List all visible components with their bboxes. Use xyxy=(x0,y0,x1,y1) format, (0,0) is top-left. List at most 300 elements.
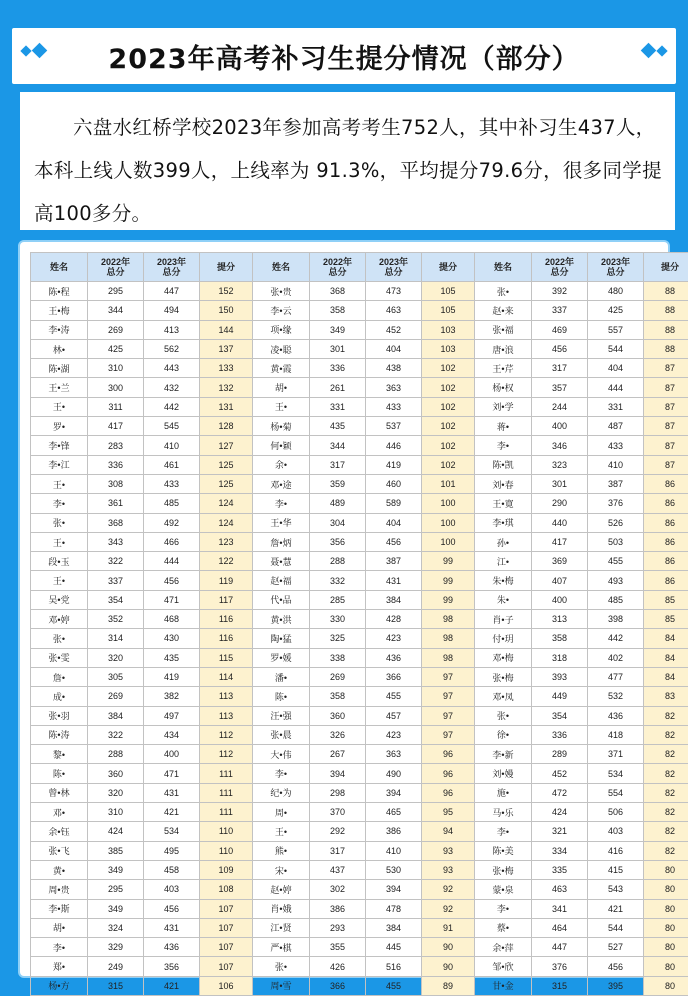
student-name: 杨•权 xyxy=(475,378,532,397)
student-name: 王• xyxy=(31,474,88,493)
score-gain: 102 xyxy=(422,455,475,474)
header-name: 姓名 xyxy=(253,253,310,282)
score-2023: 413 xyxy=(144,320,200,339)
student-name: 张•晨 xyxy=(253,725,310,744)
student-name: 张•雯 xyxy=(31,648,88,667)
student-name: 王• xyxy=(31,397,88,416)
score-2023: 403 xyxy=(144,880,200,899)
student-name: 聂•慧 xyxy=(253,552,310,571)
score-2023: 421 xyxy=(588,899,644,918)
score-2023: 532 xyxy=(588,687,644,706)
student-name: 王•华 xyxy=(253,513,310,532)
student-name: 纪•为 xyxy=(253,783,310,802)
student-name: 邓•婷 xyxy=(31,610,88,629)
student-name: 王• xyxy=(31,532,88,551)
student-name: 张•梅 xyxy=(475,667,532,686)
score-2023: 366 xyxy=(366,667,422,686)
student-name: 肖•子 xyxy=(475,610,532,629)
score-gain: 87 xyxy=(644,436,688,455)
score-2023: 423 xyxy=(366,725,422,744)
table-row xyxy=(31,378,688,397)
score-2022: 322 xyxy=(88,552,144,571)
score-2023: 466 xyxy=(144,532,200,551)
score-2022: 344 xyxy=(310,436,366,455)
score-gain: 89 xyxy=(422,976,475,995)
student-name: 李• xyxy=(31,494,88,513)
score-2023: 463 xyxy=(366,301,422,320)
student-name: 陶•猛 xyxy=(253,629,310,648)
table-row xyxy=(31,880,688,899)
score-2023: 404 xyxy=(366,513,422,532)
score-gain: 111 xyxy=(200,764,253,783)
student-name: 何•颖 xyxy=(253,436,310,455)
table-row xyxy=(31,282,688,301)
score-2023: 461 xyxy=(144,455,200,474)
score-2023: 562 xyxy=(144,339,200,358)
score-gain: 99 xyxy=(422,552,475,571)
score-gain: 102 xyxy=(422,436,475,455)
score-2022: 334 xyxy=(532,841,588,860)
score-gain: 88 xyxy=(644,339,688,358)
score-2023: 530 xyxy=(366,860,422,879)
score-gain: 82 xyxy=(644,803,688,822)
score-gain: 99 xyxy=(422,590,475,609)
student-name: 赵•来 xyxy=(475,301,532,320)
score-gain: 116 xyxy=(200,610,253,629)
score-2022: 463 xyxy=(532,880,588,899)
score-2023: 485 xyxy=(588,590,644,609)
score-gain: 97 xyxy=(422,687,475,706)
student-name: 黄•霞 xyxy=(253,359,310,378)
score-2022: 447 xyxy=(532,938,588,957)
score-gain: 112 xyxy=(200,745,253,764)
table-row xyxy=(31,494,688,513)
score-gain: 85 xyxy=(644,610,688,629)
score-gain: 102 xyxy=(422,417,475,436)
score-2023: 544 xyxy=(588,339,644,358)
score-2023: 356 xyxy=(144,957,200,976)
table-row xyxy=(31,725,688,744)
header-y2023: 2023年 总分 xyxy=(144,253,200,282)
student-name: 张• xyxy=(475,706,532,725)
student-name: 李• xyxy=(475,436,532,455)
student-name: 张•羽 xyxy=(31,706,88,725)
score-2022: 424 xyxy=(88,822,144,841)
table-row xyxy=(31,590,688,609)
student-name: 李• xyxy=(475,822,532,841)
score-gain: 86 xyxy=(644,513,688,532)
student-name: 成• xyxy=(31,687,88,706)
score-2022: 318 xyxy=(532,648,588,667)
score-gain: 86 xyxy=(644,552,688,571)
student-name: 蒋• xyxy=(475,417,532,436)
score-2022: 469 xyxy=(532,320,588,339)
student-name: 蒙•泉 xyxy=(475,880,532,899)
score-gain: 105 xyxy=(422,282,475,301)
student-name: 孙• xyxy=(475,532,532,551)
student-name: 付•玥 xyxy=(475,629,532,648)
student-name: 李•涛 xyxy=(31,320,88,339)
score-2022: 295 xyxy=(88,880,144,899)
score-gain: 93 xyxy=(422,860,475,879)
score-2022: 329 xyxy=(88,938,144,957)
student-name: 余• xyxy=(253,455,310,474)
table-row xyxy=(31,339,688,358)
score-2022: 321 xyxy=(532,822,588,841)
score-gain: 137 xyxy=(200,339,253,358)
score-gain: 107 xyxy=(200,938,253,957)
score-2023: 363 xyxy=(366,378,422,397)
score-2023: 435 xyxy=(144,648,200,667)
score-2023: 478 xyxy=(366,899,422,918)
score-gain: 117 xyxy=(200,590,253,609)
score-2022: 335 xyxy=(532,860,588,879)
student-name: 邓•途 xyxy=(253,474,310,493)
score-2022: 352 xyxy=(88,610,144,629)
score-gain: 114 xyxy=(200,667,253,686)
score-2023: 503 xyxy=(588,532,644,551)
score-2022: 305 xyxy=(88,667,144,686)
score-gain: 103 xyxy=(422,320,475,339)
score-2022: 308 xyxy=(88,474,144,493)
score-2022: 368 xyxy=(310,282,366,301)
score-2023: 386 xyxy=(366,822,422,841)
score-2022: 338 xyxy=(310,648,366,667)
student-name: 朱•梅 xyxy=(475,571,532,590)
student-name: 李•锋 xyxy=(31,436,88,455)
table-row xyxy=(31,822,688,841)
score-2023: 431 xyxy=(144,918,200,937)
student-name: 朱• xyxy=(475,590,532,609)
score-2022: 393 xyxy=(532,667,588,686)
score-2022: 261 xyxy=(310,378,366,397)
score-2023: 447 xyxy=(144,282,200,301)
score-gain: 82 xyxy=(644,706,688,725)
student-name: 陈•程 xyxy=(31,282,88,301)
score-2022: 358 xyxy=(310,687,366,706)
score-2023: 402 xyxy=(588,648,644,667)
table-row xyxy=(31,976,688,995)
student-name: 李• xyxy=(253,494,310,513)
student-name: 陈• xyxy=(31,764,88,783)
score-2023: 471 xyxy=(144,590,200,609)
left-diamond-ornament xyxy=(22,45,45,56)
score-2023: 384 xyxy=(366,918,422,937)
page-title: 2023年高考补习生提分情况（部分） xyxy=(108,37,579,76)
score-gain: 94 xyxy=(422,822,475,841)
score-2022: 349 xyxy=(88,899,144,918)
student-name: 潘• xyxy=(253,667,310,686)
score-gain: 124 xyxy=(200,513,253,532)
table-row xyxy=(31,803,688,822)
score-gain: 123 xyxy=(200,532,253,551)
score-gain: 86 xyxy=(644,474,688,493)
table-row xyxy=(31,610,688,629)
student-name: 邓•梅 xyxy=(475,648,532,667)
student-name: 黄•洪 xyxy=(253,610,310,629)
student-name: 大•伟 xyxy=(253,745,310,764)
score-2023: 473 xyxy=(366,282,422,301)
student-name: 邹•欣 xyxy=(475,957,532,976)
score-2023: 433 xyxy=(366,397,422,416)
score-2022: 302 xyxy=(310,880,366,899)
score-gain: 125 xyxy=(200,455,253,474)
table-row xyxy=(31,706,688,725)
student-name: 张•梅 xyxy=(475,860,532,879)
score-gain: 100 xyxy=(422,513,475,532)
student-name: 曾•林 xyxy=(31,783,88,802)
score-gain: 87 xyxy=(644,359,688,378)
student-name: 余•钰 xyxy=(31,822,88,841)
score-2023: 398 xyxy=(588,610,644,629)
score-gain: 128 xyxy=(200,417,253,436)
right-diamond-ornament xyxy=(643,45,666,56)
score-2023: 387 xyxy=(366,552,422,571)
student-name: 汪•强 xyxy=(253,706,310,725)
score-2022: 489 xyxy=(310,494,366,513)
student-name: 熊• xyxy=(253,841,310,860)
score-2023: 416 xyxy=(588,841,644,860)
score-gain: 96 xyxy=(422,764,475,783)
score-2023: 428 xyxy=(366,610,422,629)
score-2022: 356 xyxy=(310,532,366,551)
scores-panel xyxy=(18,240,670,978)
score-gain: 152 xyxy=(200,282,253,301)
score-gain: 88 xyxy=(644,320,688,339)
score-gain: 86 xyxy=(644,571,688,590)
score-gain: 100 xyxy=(422,532,475,551)
score-2022: 358 xyxy=(532,629,588,648)
score-2022: 288 xyxy=(88,745,144,764)
score-gain: 107 xyxy=(200,957,253,976)
student-name: 段•玉 xyxy=(31,552,88,571)
student-name: 张•福 xyxy=(475,320,532,339)
score-2022: 368 xyxy=(88,513,144,532)
table-row xyxy=(31,841,688,860)
score-2023: 419 xyxy=(144,667,200,686)
student-name: 肖•娥 xyxy=(253,899,310,918)
table-row xyxy=(31,938,688,957)
student-name: 黎• xyxy=(31,745,88,764)
student-name: 詹•炳 xyxy=(253,532,310,551)
score-gain: 97 xyxy=(422,667,475,686)
student-name: 李•新 xyxy=(475,745,532,764)
score-gain: 108 xyxy=(200,880,253,899)
score-gain: 102 xyxy=(422,359,475,378)
score-2023: 419 xyxy=(366,455,422,474)
student-name: 张• xyxy=(31,629,88,648)
score-2022: 330 xyxy=(310,610,366,629)
student-name: 刘•嫚 xyxy=(475,764,532,783)
score-2023: 477 xyxy=(588,667,644,686)
score-gain: 80 xyxy=(644,918,688,937)
diamond-icon xyxy=(656,45,667,56)
student-name: 周•雪 xyxy=(253,976,310,995)
table-row xyxy=(31,745,688,764)
score-2023: 537 xyxy=(366,417,422,436)
score-gain: 132 xyxy=(200,378,253,397)
score-gain: 80 xyxy=(644,938,688,957)
score-2023: 442 xyxy=(588,629,644,648)
score-gain: 90 xyxy=(422,957,475,976)
student-name: 陈•涛 xyxy=(31,725,88,744)
score-2023: 457 xyxy=(366,706,422,725)
score-gain: 87 xyxy=(644,455,688,474)
score-2022: 369 xyxy=(532,552,588,571)
score-gain: 127 xyxy=(200,436,253,455)
header-y2022: 2022年 总分 xyxy=(310,253,366,282)
score-2023: 544 xyxy=(588,918,644,937)
student-name: 项•缘 xyxy=(253,320,310,339)
score-2022: 336 xyxy=(88,455,144,474)
score-2023: 371 xyxy=(588,745,644,764)
score-gain: 105 xyxy=(422,301,475,320)
score-gain: 102 xyxy=(422,397,475,416)
score-2023: 331 xyxy=(588,397,644,416)
score-2022: 326 xyxy=(310,725,366,744)
student-name: 郑• xyxy=(31,957,88,976)
score-2023: 554 xyxy=(588,783,644,802)
table-row xyxy=(31,417,688,436)
header-y2023: 2023年 总分 xyxy=(588,253,644,282)
score-2023: 458 xyxy=(144,860,200,879)
score-2022: 269 xyxy=(88,687,144,706)
score-gain: 84 xyxy=(644,667,688,686)
student-name: 王• xyxy=(253,822,310,841)
score-gain: 111 xyxy=(200,803,253,822)
student-name: 凌•聪 xyxy=(253,339,310,358)
score-2022: 324 xyxy=(88,918,144,937)
score-2023: 394 xyxy=(366,783,422,802)
table-row xyxy=(31,899,688,918)
score-2022: 283 xyxy=(88,436,144,455)
score-gain: 80 xyxy=(644,976,688,995)
score-2023: 410 xyxy=(144,436,200,455)
score-gain: 92 xyxy=(422,880,475,899)
score-2023: 403 xyxy=(588,822,644,841)
score-2022: 437 xyxy=(310,860,366,879)
student-name: 赵•福 xyxy=(253,571,310,590)
score-2022: 407 xyxy=(532,571,588,590)
score-2023: 460 xyxy=(366,474,422,493)
score-2023: 545 xyxy=(144,417,200,436)
header-y2022: 2022年 总分 xyxy=(88,253,144,282)
score-2023: 455 xyxy=(366,976,422,995)
table-row xyxy=(31,648,688,667)
score-2023: 490 xyxy=(366,764,422,783)
score-2022: 341 xyxy=(532,899,588,918)
score-2023: 423 xyxy=(366,629,422,648)
table-row xyxy=(31,860,688,879)
score-2023: 455 xyxy=(588,552,644,571)
student-name: 胡• xyxy=(253,378,310,397)
score-gain: 107 xyxy=(200,918,253,937)
student-name: 施• xyxy=(475,783,532,802)
score-2023: 384 xyxy=(366,590,422,609)
score-2022: 358 xyxy=(310,301,366,320)
score-2023: 444 xyxy=(588,378,644,397)
score-2022: 440 xyxy=(532,513,588,532)
score-2022: 298 xyxy=(310,783,366,802)
score-gain: 113 xyxy=(200,687,253,706)
score-2023: 431 xyxy=(366,571,422,590)
student-name: 周•贵 xyxy=(31,880,88,899)
score-2023: 543 xyxy=(588,880,644,899)
score-gain: 110 xyxy=(200,822,253,841)
student-name: 张•贵 xyxy=(253,282,310,301)
student-name: 严•棋 xyxy=(253,938,310,957)
score-2022: 346 xyxy=(532,436,588,455)
header-y2023: 2023年 总分 xyxy=(366,253,422,282)
score-gain: 86 xyxy=(644,532,688,551)
student-name: 王•兰 xyxy=(31,378,88,397)
score-2022: 386 xyxy=(310,899,366,918)
score-2022: 310 xyxy=(88,359,144,378)
score-2023: 415 xyxy=(588,860,644,879)
score-2022: 301 xyxy=(310,339,366,358)
score-gain: 91 xyxy=(422,918,475,937)
score-2023: 589 xyxy=(366,494,422,513)
score-gain: 92 xyxy=(422,899,475,918)
score-2022: 311 xyxy=(88,397,144,416)
score-2022: 354 xyxy=(532,706,588,725)
score-2023: 395 xyxy=(588,976,644,995)
score-gain: 80 xyxy=(644,957,688,976)
student-name: 吴•党 xyxy=(31,590,88,609)
header-gain: 提分 xyxy=(422,253,475,282)
score-2023: 480 xyxy=(588,282,644,301)
student-name: 邓•凤 xyxy=(475,687,532,706)
score-2023: 526 xyxy=(588,513,644,532)
score-2022: 366 xyxy=(310,976,366,995)
student-name: 马•乐 xyxy=(475,803,532,822)
student-name: 李• xyxy=(31,938,88,957)
score-2023: 436 xyxy=(588,706,644,725)
student-name: 王• xyxy=(31,571,88,590)
score-gain: 112 xyxy=(200,725,253,744)
score-2022: 337 xyxy=(532,301,588,320)
table-row xyxy=(31,783,688,802)
score-gain: 82 xyxy=(644,822,688,841)
score-2022: 269 xyxy=(310,667,366,686)
score-2023: 394 xyxy=(366,880,422,899)
student-name: 王•梅 xyxy=(31,301,88,320)
score-2022: 288 xyxy=(310,552,366,571)
student-name: 王• xyxy=(253,397,310,416)
table-row xyxy=(31,957,688,976)
score-gain: 93 xyxy=(422,841,475,860)
header-row xyxy=(31,253,688,282)
score-gain: 82 xyxy=(644,841,688,860)
score-2023: 534 xyxy=(144,822,200,841)
student-name: 余•萍 xyxy=(475,938,532,957)
score-2023: 534 xyxy=(588,764,644,783)
score-2023: 527 xyxy=(588,938,644,957)
score-2022: 376 xyxy=(532,957,588,976)
table-row xyxy=(31,474,688,493)
table-row xyxy=(31,532,688,551)
student-name: 王•芹 xyxy=(475,359,532,378)
score-gain: 124 xyxy=(200,494,253,513)
score-2022: 292 xyxy=(310,822,366,841)
score-2023: 433 xyxy=(588,436,644,455)
score-2023: 421 xyxy=(144,976,200,995)
header-gain: 提分 xyxy=(644,253,688,282)
student-name: 张• xyxy=(253,957,310,976)
score-gain: 80 xyxy=(644,860,688,879)
score-2022: 360 xyxy=(310,706,366,725)
score-gain: 95 xyxy=(422,803,475,822)
